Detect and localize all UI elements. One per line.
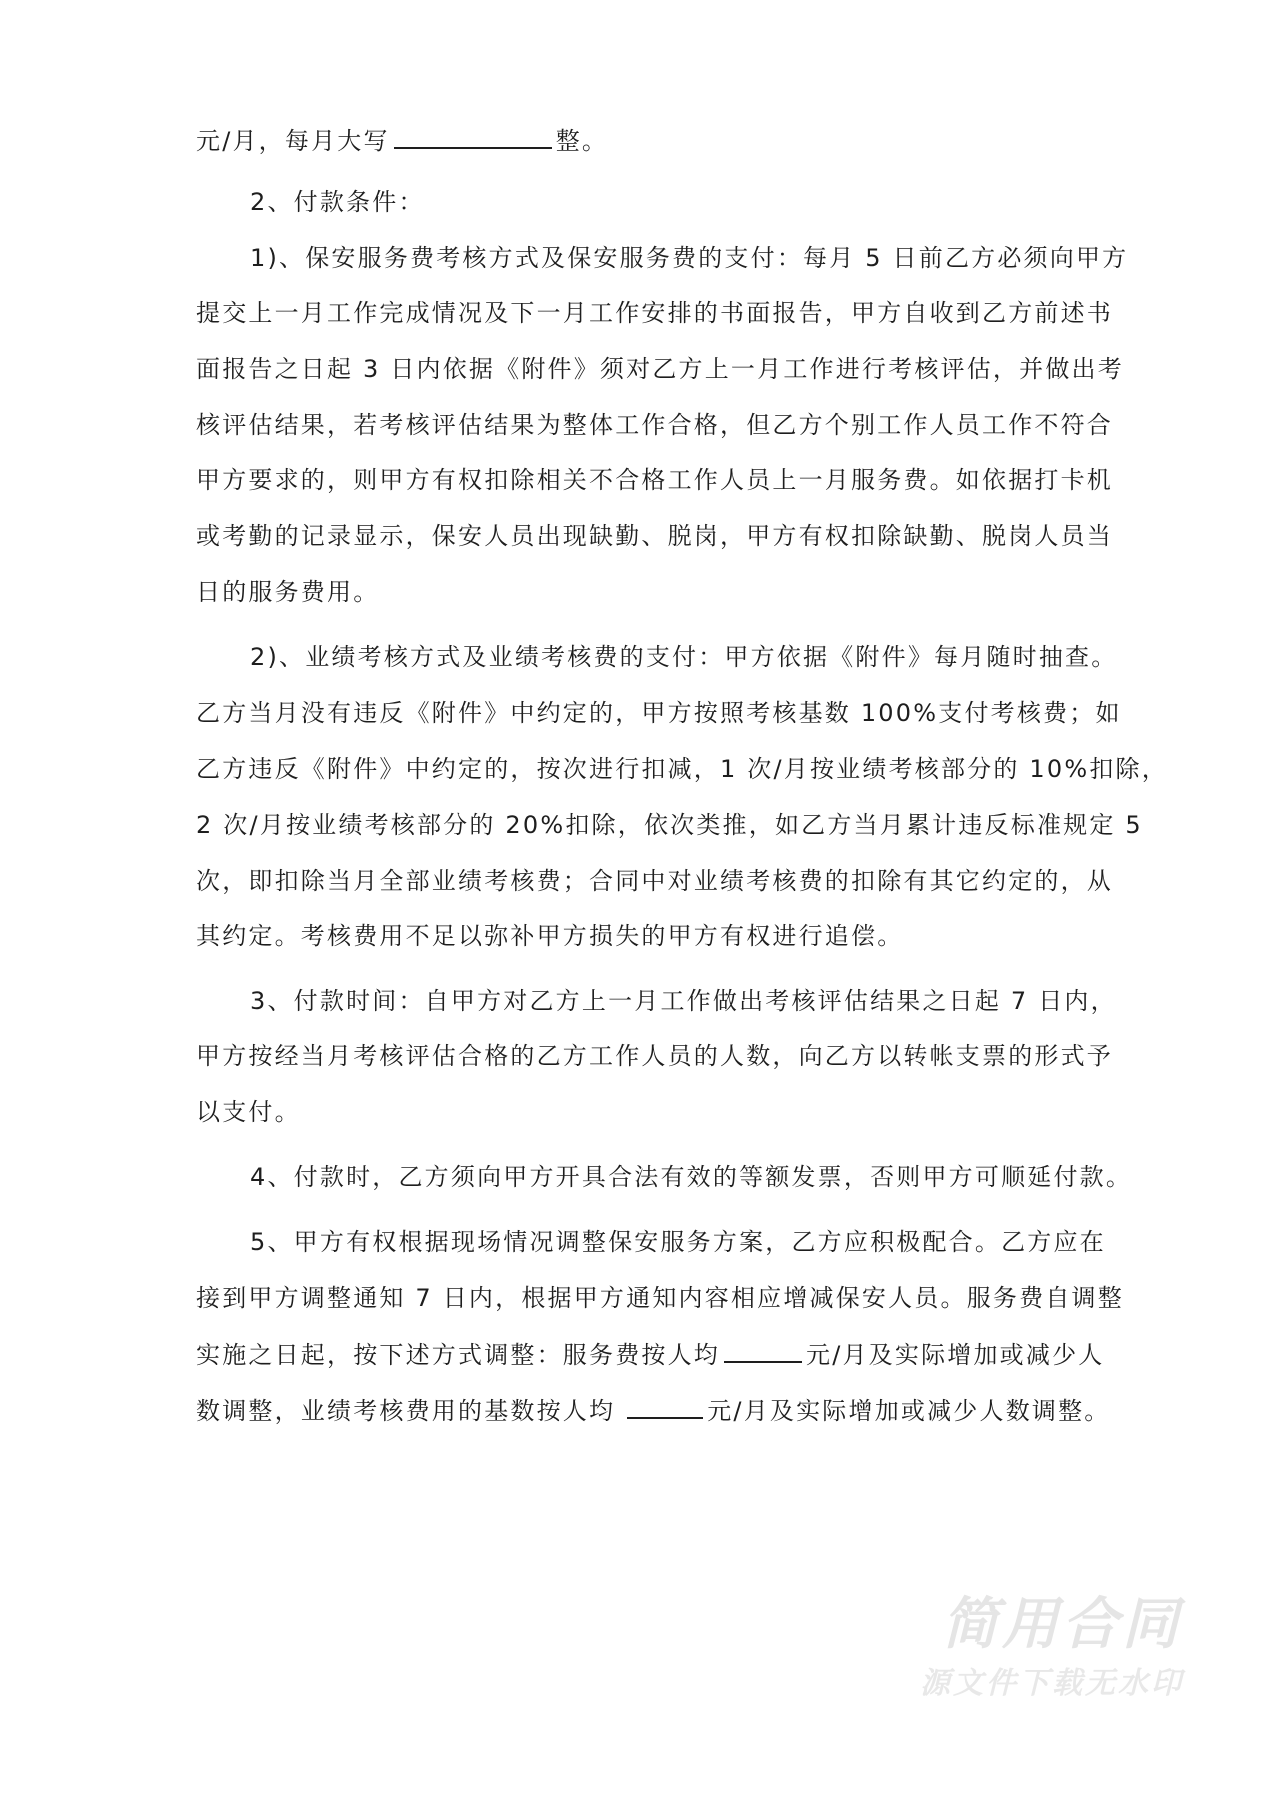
fill-in-blank-performance-base-per-person[interactable] — [627, 1395, 703, 1419]
text-line-12: 乙方违反《附件》中约定的，按次进行扣减，1 次/月按业绩考核部分的 10%扣除， — [196, 755, 1168, 783]
text-line-11: 乙方当月没有违反《附件》中约定的，甲方按照考核基数 100%支付考核费；如 — [196, 699, 1122, 727]
text-line-8: 或考勤的记录显示，保安人员出现缺勤、脱岗，甲方有权扣除缺勤、脱岗人员当 — [196, 522, 1113, 550]
line-22-text: 实施之日起，按下述方式调整：服务费按人均 — [196, 1341, 720, 1369]
line-23-text: 数调整，业绩考核费用的基数按人均 — [196, 1397, 616, 1425]
text-line-23 — [196, 1395, 1111, 1426]
fill-in-blank-service-fee-per-person[interactable] — [724, 1339, 802, 1363]
line-22-text-end: 元/月及实际增加或减少人 — [806, 1341, 1105, 1369]
text-line-1 — [196, 125, 608, 156]
text-line-5: 面报告之日起 3 日内依据《附件》须对乙方上一月工作进行考核评估，并做出考 — [196, 355, 1124, 383]
line-1-text: 元/月，每月大写 — [196, 127, 390, 155]
text-line-16: 3、付款时间：自甲方对乙方上一月工作做出考核评估结果之日起 7 日内， — [250, 987, 1117, 1015]
text-line-14: 次，即扣除当月全部业绩考核费；合同中对业绩考核费的扣除有其它约定的，从 — [196, 867, 1113, 895]
text-line-20: 5、甲方有权根据现场情况调整保安服务方案，乙方应积极配合。乙方应在 — [250, 1228, 1106, 1256]
text-line-10: 2)、业绩考核方式及业绩考核费的支付：甲方依据《附件》每月随时抽查。 — [250, 643, 1118, 671]
text-line-7: 甲方要求的，则甲方有权扣除相关不合格工作人员上一月服务费。如依据打卡机 — [196, 466, 1113, 494]
text-line-19: 4、付款时，乙方须向甲方开具合法有效的等额发票，否则甲方可顺延付款。 — [250, 1163, 1133, 1191]
text-line-22 — [196, 1339, 1105, 1370]
text-line-9: 日的服务费用。 — [196, 578, 380, 606]
text-line-15: 其约定。考核费用不足以弥补甲方损失的甲方有权进行追偿。 — [196, 922, 904, 950]
text-line-21: 接到甲方调整通知 7 日内，根据甲方通知内容相应增减保安人员。服务费自调整 — [196, 1284, 1124, 1312]
text-line-3: 1)、保安服务费考核方式及保安服务费的支付：每月 5 日前乙方必须向甲方 — [250, 244, 1129, 272]
text-line-13: 2 次/月按业绩考核部分的 20%扣除，依次类推，如乙方当月累计违反标准规定 5 — [196, 811, 1143, 839]
watermark-logo-text: 简用合同 — [942, 1592, 1182, 1657]
text-line-6: 核评估结果，若考核评估结果为整体工作合格，但乙方个别工作人员工作不符合 — [196, 411, 1113, 439]
fill-in-blank-amount-words[interactable] — [394, 125, 552, 149]
text-line-4: 提交上一月工作完成情况及下一月工作安排的书面报告，甲方自收到乙方前述书 — [196, 299, 1113, 327]
line-1-text-end: 整。 — [555, 127, 609, 155]
section-heading-payment-conditions: 2、付款条件： — [250, 188, 425, 216]
text-line-17: 甲方按经当月考核评估合格的乙方工作人员的人数，向乙方以转帐支票的形式予 — [196, 1042, 1113, 1070]
watermark-subtitle: 源文件下载无水印 — [920, 1666, 1184, 1701]
line-23-text-end: 元/月及实际增加或减少人数调整。 — [707, 1397, 1111, 1425]
text-line-18: 以支付。 — [196, 1098, 301, 1126]
